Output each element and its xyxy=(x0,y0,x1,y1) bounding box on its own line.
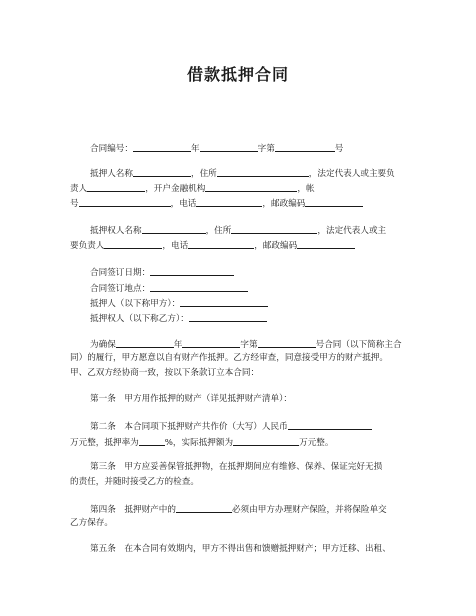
blank-field[interactable] xyxy=(87,182,145,192)
article-4-line-1: 第四条 抵押财产中的 必须由甲方办理财产保险，并将保险单交 xyxy=(90,505,387,515)
mortgagor-line-1: 抵押人名称 ，住所 ，法定代表人或主要负 xyxy=(90,169,395,179)
blank-field[interactable] xyxy=(205,182,297,192)
mortgagor-line-3: 号 ，电话 ，邮政编码 xyxy=(70,197,363,210)
mortgagee-line-2: 要负责人 ，电话 ，邮政编码 xyxy=(70,239,355,252)
signing-place-line: 合同签订地点： xyxy=(90,282,248,295)
article-2-line-1: 第二条 本合同项下抵押财产共作价（大写）人民币 xyxy=(90,420,372,433)
party-a-field[interactable] xyxy=(180,297,268,307)
blank-field[interactable] xyxy=(196,197,262,207)
blank-field[interactable] xyxy=(297,239,355,249)
article-5-line-1: 第五条 在本合同有效期内，甲方不得出售和馈赠抵押财产；甲方迁移、出租、 xyxy=(90,544,391,554)
blank-field[interactable] xyxy=(133,142,191,152)
signing-date-line: 合同签订日期： xyxy=(90,266,234,279)
blank-field[interactable] xyxy=(176,503,232,513)
document-title: 借款抵押合同 xyxy=(186,65,289,84)
blank-field[interactable] xyxy=(142,224,206,234)
mortgagee-line-1: 抵押权人名称 ，住所 ，法定代表人或主 xyxy=(90,226,387,236)
article-3-line-2: 的责任，并随时接受乙方的检查。 xyxy=(70,477,199,487)
preamble-line-1: 为确保 年 字第 号合同（以下简称主合 xyxy=(90,340,402,350)
signing-date-field[interactable] xyxy=(150,266,234,276)
blank-field[interactable] xyxy=(79,197,171,207)
blank-field[interactable] xyxy=(139,436,165,446)
contract-number-line: 合同编号： 年 字第 号 xyxy=(90,144,344,154)
blank-field[interactable] xyxy=(182,338,240,348)
article-4-line-2: 乙方保存。 xyxy=(70,518,113,528)
mortgagor-line-2: 责人 ，开户金融机构 ，帐 xyxy=(70,184,315,194)
article-3-line-1: 第三条 甲方应妥善保管抵押物，在抵押期间应有维修、保养、保证完好无损 xyxy=(90,462,383,472)
blank-field[interactable] xyxy=(258,338,316,348)
blank-field[interactable] xyxy=(200,142,258,152)
signing-place-field[interactable] xyxy=(150,282,248,292)
blank-field[interactable] xyxy=(233,436,299,446)
blank-field[interactable] xyxy=(305,197,363,207)
blank-field[interactable] xyxy=(188,239,254,249)
party-b-line: 抵押权人（以下称乙方）： xyxy=(90,312,267,325)
blank-field[interactable] xyxy=(116,338,174,348)
blank-field[interactable] xyxy=(288,420,372,430)
blank-field[interactable] xyxy=(104,239,162,249)
blank-field[interactable] xyxy=(275,142,335,152)
blank-field[interactable] xyxy=(231,224,317,234)
party-a-line: 抵押人（以下称甲方）： xyxy=(90,297,268,310)
preamble-line-2: 同）的履行，甲方愿意以自有财产作抵押。乙方经审查，同意接受甲方的财产抵押。 xyxy=(70,353,388,363)
article-1: 第一条 甲方用作抵押的财产（详见抵押财产清单）： xyxy=(90,394,292,404)
article-2-line-2: 万元整，抵押率为 %，实际抵押额为 万元整。 xyxy=(70,438,334,448)
blank-field[interactable] xyxy=(133,167,191,177)
party-b-field[interactable] xyxy=(189,312,267,322)
blank-field[interactable] xyxy=(217,167,309,177)
preamble-line-3: 甲、乙双方经协商一致，按以下条款订立本合同： xyxy=(70,368,260,378)
